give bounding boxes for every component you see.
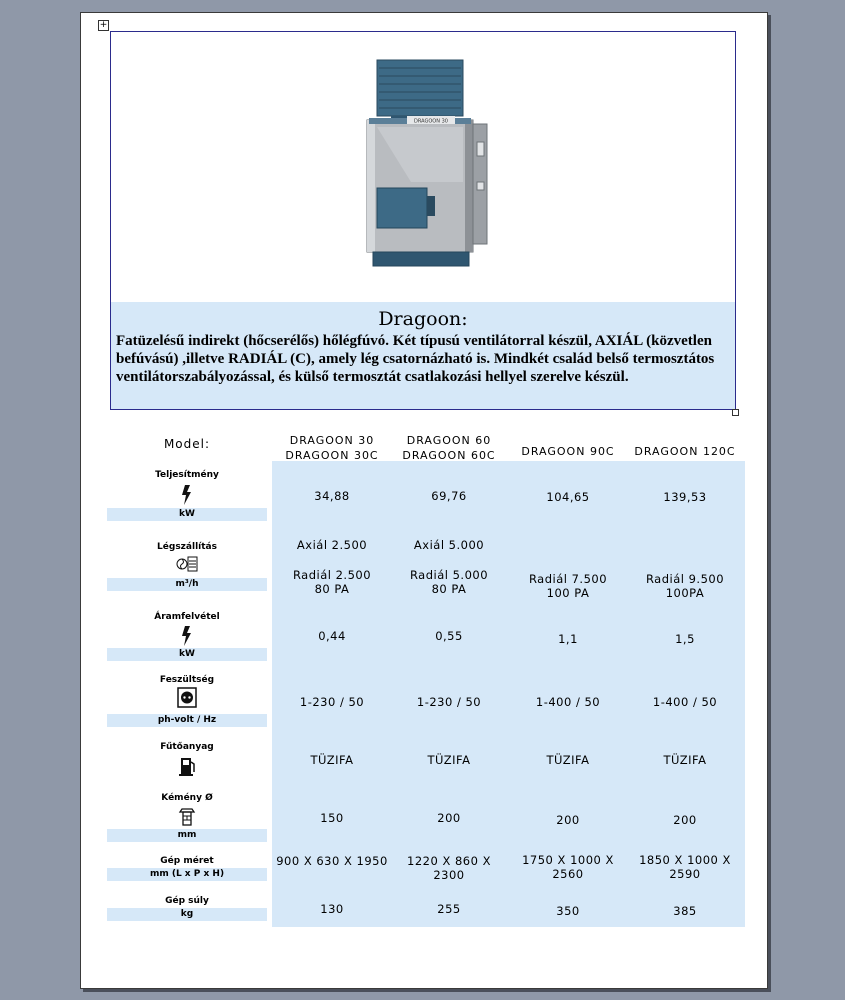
cell-fuel-3: TÜZIFA — [546, 753, 590, 767]
cell-power-1: 34,88 — [314, 489, 350, 503]
fan-icon — [175, 553, 199, 575]
cell-airflow-axial-1: Axiál 2.500 — [296, 538, 368, 552]
row-unit-airflow: m³/h — [107, 578, 267, 591]
column-header-3-line1: DRAGOON 90C — [521, 445, 615, 458]
row-label-dimensions: Gép méret — [160, 856, 214, 866]
model-header-label: Model: — [163, 437, 211, 451]
cell-weight-1: 130 — [320, 902, 344, 916]
lightning-icon — [175, 484, 199, 506]
cell-dimensions-4: 1850 X 1000 X 2590 — [639, 853, 731, 881]
column-header-1 — [273, 433, 391, 463]
cell-current-4: 1,5 — [675, 632, 695, 646]
row-label-chimney: Kémény Ø — [161, 793, 213, 803]
cell-weight-2: 255 — [437, 902, 461, 916]
cell-current-3: 1,1 — [558, 632, 578, 646]
row-unit-weight: kg — [107, 908, 267, 921]
cell-airflow-radial-1: Radiál 2.500 — [292, 568, 372, 582]
cell-fuel-4: TÜZIFA — [663, 753, 707, 767]
column-header-1-line2: DRAGOON 30C — [285, 449, 379, 462]
row-label-current: Áramfelvétel — [154, 612, 220, 622]
cell-chimney-2: 200 — [437, 811, 461, 825]
column-header-3 — [509, 444, 627, 459]
cell-power-4: 139,53 — [663, 490, 707, 504]
cell-power-2: 69,76 — [431, 489, 467, 503]
product-caption — [111, 302, 735, 409]
row-label-airflow: Légszállítás — [157, 542, 217, 552]
heater-illustration — [111, 32, 735, 302]
heater-nameplate: DRAGOON 30 — [414, 118, 448, 125]
cell-chimney-4: 200 — [673, 813, 697, 827]
cell-airflow-axial-2: Axiál 5.000 — [413, 538, 485, 552]
cell-voltage-4: 1-400 / 50 — [652, 695, 718, 709]
column-header-4 — [626, 444, 744, 459]
row-unit-power: kW — [107, 508, 267, 521]
cell-current-1: 0,44 — [318, 629, 346, 643]
row-unit-current: kW — [107, 648, 267, 661]
product-description: Fatüzelésű indirekt (hőcserélős) hőlégfúvó. Két típusú ventilátorral készül, AXIÁL (közvetlen befúvású) ,illetve RADIÁL (C), amely lég csatornázható is. Mindkét család belső termosztátos ventilátorszabályozással, és külső termosztát csatlakozási hellyel szerelve készül. — [116, 333, 715, 385]
cell-fuel-2: TÜZIFA — [427, 753, 471, 767]
row-unit-chimney: mm — [107, 829, 267, 842]
cell-fuel-1: TÜZIFA — [310, 753, 354, 767]
product-image — [111, 32, 735, 302]
frame-resize-handle[interactable] — [732, 409, 739, 416]
cell-dimensions-1: 900 X 630 X 1950 — [276, 854, 388, 868]
row-label-fuel: Fűtőanyag — [160, 742, 214, 752]
cell-voltage-3: 1-400 / 50 — [535, 695, 601, 709]
cell-voltage-1: 1-230 / 50 — [299, 695, 365, 709]
cell-airflow-radial-4: Radiál 9.500 — [645, 572, 725, 586]
cell-airflow-pressure-2: 80 PA — [431, 582, 467, 596]
chimney-icon — [175, 806, 199, 828]
column-header-2 — [390, 433, 508, 463]
row-label-voltage: Feszültség — [159, 675, 215, 685]
fuel-pump-icon — [175, 755, 199, 777]
cell-dimensions-3: 1750 X 1000 X 2560 — [522, 853, 614, 881]
column-header-2-line1: DRAGOON 60 — [406, 434, 492, 447]
cell-airflow-pressure-4: 100PA — [665, 586, 705, 600]
row-unit-dimensions: mm (L x P x H) — [107, 868, 267, 881]
row-label-weight: Gép súly — [165, 896, 209, 906]
cell-chimney-1: 150 — [320, 811, 344, 825]
column-header-4-line1: DRAGOON 120C — [634, 445, 736, 458]
product-frame — [110, 31, 736, 410]
column-header-2-line2: DRAGOON 60C — [402, 449, 496, 462]
cell-chimney-3: 200 — [556, 813, 580, 827]
cell-airflow-pressure-3: 100 PA — [546, 586, 590, 600]
column-header-1-line1: DRAGOON 30 — [289, 434, 375, 447]
cell-weight-4: 385 — [673, 904, 697, 918]
cell-airflow-radial-2: Radiál 5.000 — [409, 568, 489, 582]
cell-airflow-pressure-1: 80 PA — [314, 582, 350, 596]
socket-icon — [175, 687, 199, 709]
product-title: Dragoon: — [378, 308, 468, 330]
cell-airflow-radial-3: Radiál 7.500 — [528, 572, 608, 586]
table-move-handle[interactable]: + — [99, 20, 108, 30]
cell-current-2: 0,55 — [435, 629, 463, 643]
cell-power-3: 104,65 — [546, 490, 590, 504]
cell-dimensions-2: 1220 X 860 X 2300 — [407, 854, 491, 882]
cell-voltage-2: 1-230 / 50 — [416, 695, 482, 709]
row-unit-voltage: ph-volt / Hz — [107, 714, 267, 727]
lightning-icon — [175, 625, 199, 647]
cell-weight-3: 350 — [556, 904, 580, 918]
row-label-power: Teljesítmény — [155, 470, 219, 480]
